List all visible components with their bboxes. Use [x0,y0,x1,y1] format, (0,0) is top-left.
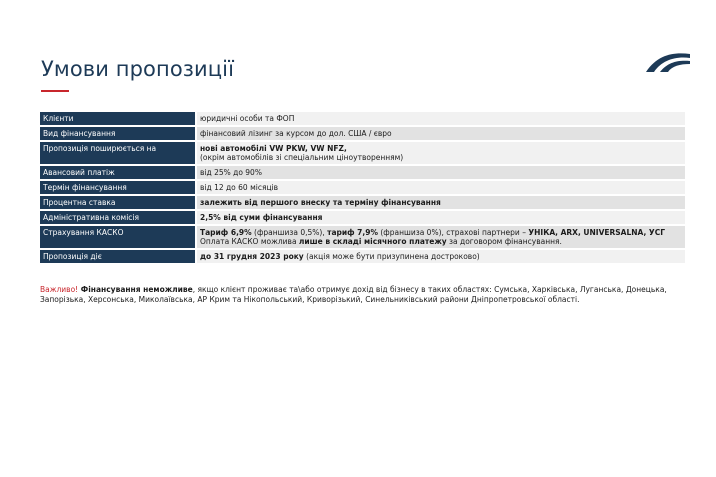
casco-rate-2: тариф 7,9% [327,228,378,237]
offer-terms-table [40,110,685,265]
table-row [40,166,685,179]
row-label-term: Термін фінансування [40,181,197,194]
road-curve-logo-icon [644,50,692,74]
table-row [40,196,685,209]
valid-until-date: до 31 грудня 2023 року [200,252,304,261]
row-label-interest-rate: Процентна ставка [40,196,197,209]
row-value-clients: юридичні особи та ФОП [197,112,685,125]
title-underline [41,90,69,92]
note-bold-text: Фінансування неможливе [78,285,193,294]
row-value-down-payment: від 25% до 90% [197,166,685,179]
note-warning-label: Важливо! [40,285,79,294]
casco-deductible-2: (франшиза 0%), страхові партнери – [377,228,529,237]
financing-restriction-note [40,285,690,304]
page-title: Умови пропозиції [41,57,235,81]
casco-deductible-1: (франшиза 0,5%), [251,228,328,237]
casco-payment-tail: за договором фінансування. [446,237,562,246]
row-label-valid-until: Пропозиція діє [40,250,197,263]
row-value-admin-fee: 2,5% від суми фінансування [197,211,685,224]
casco-partners: УНІКА, ARX, UNIVERSALNA, УСГ [528,228,666,237]
casco-rate-1: Тариф 6,9% [200,228,252,237]
table-row [40,181,685,194]
row-label-financing-type: Вид фінансування [40,127,197,140]
table-row [40,211,685,224]
table-row [40,250,685,263]
table-row [40,127,685,140]
row-value-applies-to [197,142,685,164]
row-value-valid-until [197,250,685,263]
table-row [40,142,685,164]
table-row [40,112,685,125]
applies-to-models: нові автомобілі VW PKW, VW NFZ, [200,144,347,153]
table-row [40,226,685,248]
valid-until-note: (акція може бути призупинена достроково) [303,252,480,261]
row-value-term: від 12 до 60 місяців [197,181,685,194]
row-label-applies-to: Пропозиція поширюється на [40,142,197,164]
note-text: , якщо клієнт проживає та\або отримує дохід від бізнесу в таких областях: Сумська, Харківська, Луганська, Донецька, Запорізька, Херсонська, Миколаївська, АР Крим та Нікопольський, Криворізький, Синельниківський райони Дніпропетровської області. [40,285,667,304]
row-value-casco [197,226,685,248]
row-label-clients: Клієнти [40,112,197,125]
row-label-casco: Страхування КАСКО [40,226,197,248]
row-label-down-payment: Авансовий платіж [40,166,197,179]
applies-to-exclusion: (окрім автомобілів зі спеціальним ціноутворенням) [200,153,404,162]
casco-payment-bold: лише в складі місячного платежу [298,237,447,246]
row-value-interest-rate: залежить від першого внеску та терміну фінансування [197,196,685,209]
casco-payment-text: Оплата КАСКО можлива [200,237,299,246]
row-label-admin-fee: Адміністративна комісія [40,211,197,224]
row-value-financing-type: фінансовий лізинг за курсом до дол. США / євро [197,127,685,140]
